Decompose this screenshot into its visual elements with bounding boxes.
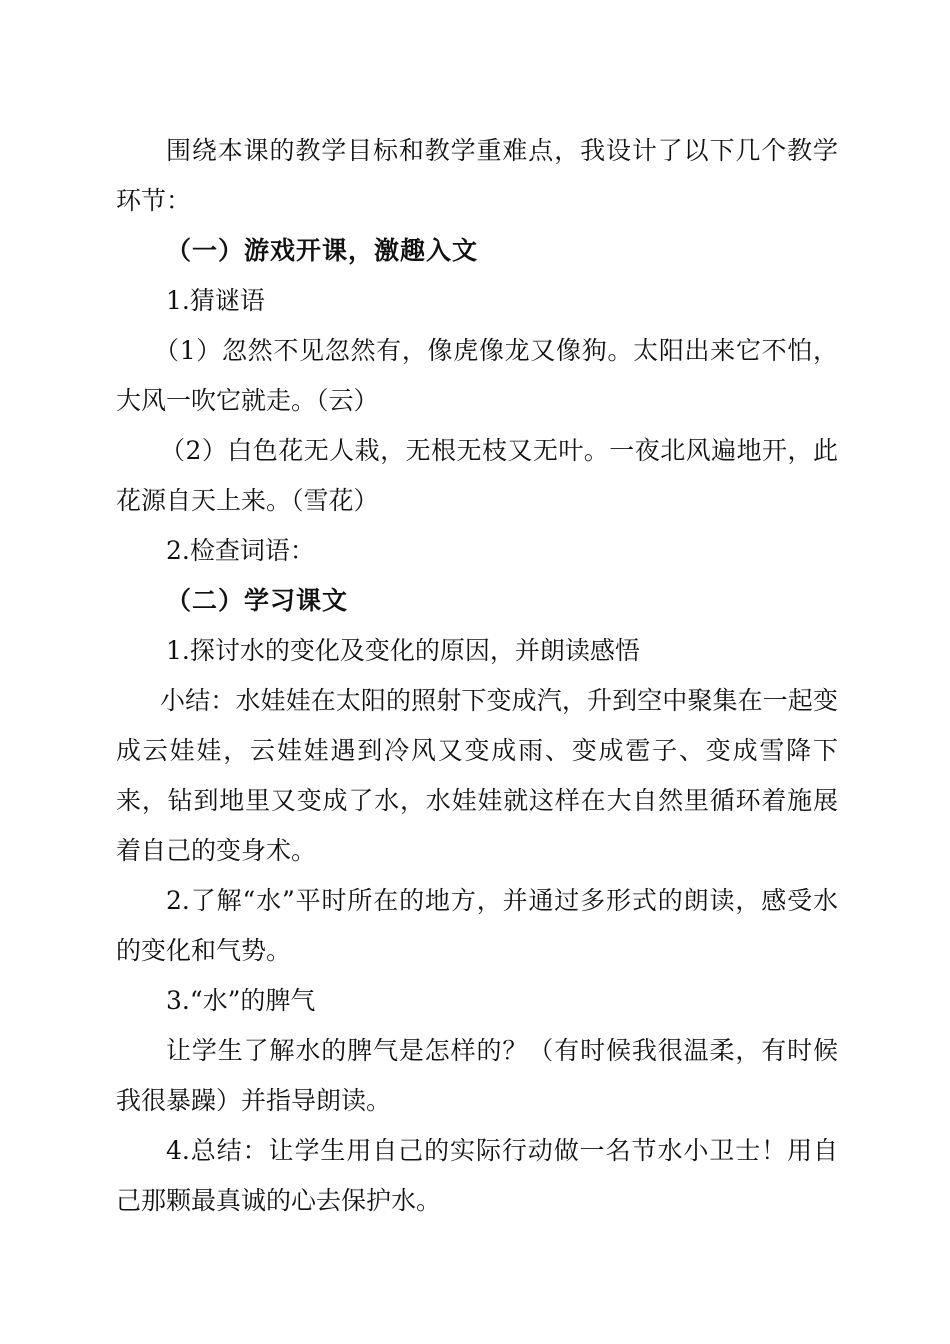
- document-body: [116, 126, 838, 1226]
- subheading-check-words: 2.检查词语：: [166, 536, 315, 565]
- riddle-2-paragraph: （2）白色花无人栽，无根无枝又无叶。一夜北风遍地开，此花源自天上来。（雪花）: [116, 436, 838, 515]
- intro-paragraph: 围绕本课的教学目标和教学重难点，我设计了以下几个教学环节：: [116, 136, 838, 215]
- subheading-water-temper: 3.“水”的脾气: [166, 986, 316, 1015]
- subheading-explore-water: 1.探讨水的变化及变化的原因，并朗读感悟: [166, 636, 640, 665]
- summary-paragraph: 小结：水娃娃在太阳的照射下变成汽，升到空中聚集在一起变成云娃娃，云娃娃遇到冷风又变成雨、变成雹子、变成雪降下来，钻到地里又变成了水，水娃娃就这样在大自然里循环着施展着自己的变身术。: [116, 686, 838, 865]
- section-heading-1: （一）游戏开课，激趣入文: [166, 236, 479, 265]
- riddle-1-paragraph: （1）忽然不见忽然有，像虎像龙又像狗。太阳出来它不怕，大风一吹它就走。（云）: [116, 336, 838, 415]
- section-heading-2: （二）学习课文: [166, 586, 349, 615]
- understand-water-paragraph: 2.了解“水”平时所在的地方，并通过多形式的朗读，感受水的变化和气势。: [116, 886, 838, 965]
- water-temper-paragraph: 让学生了解水的脾气是怎样的？（有时候我很温柔，有时候我很暴躁）并指导朗读。: [116, 1036, 838, 1115]
- conclusion-paragraph: 4.总结：让学生用自己的实际行动做一名节水小卫士！用自己那颗最真诚的心去保护水。: [116, 1136, 838, 1215]
- subheading-riddles: 1.猜谜语: [166, 286, 265, 315]
